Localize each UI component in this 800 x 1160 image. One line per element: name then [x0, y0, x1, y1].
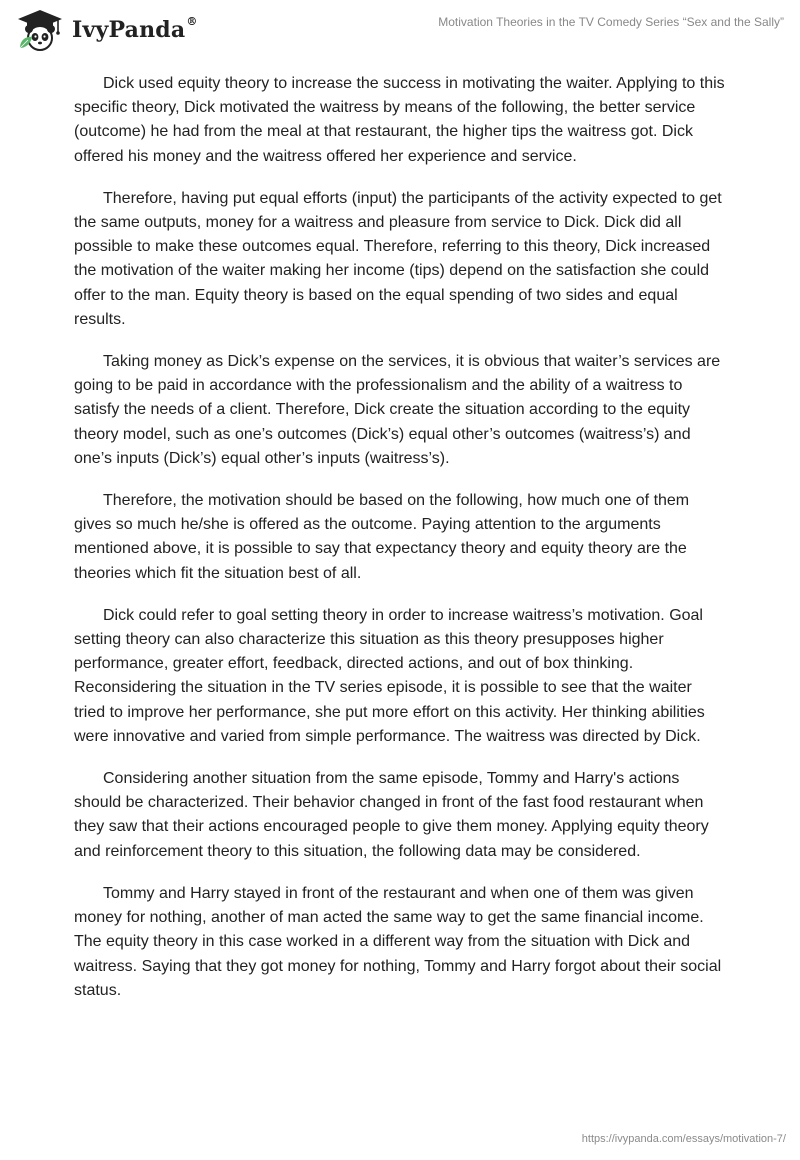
essay-body	[74, 72, 726, 1021]
page-header	[0, 0, 800, 60]
paragraph: Considering another situation from the same episode, Tommy and Harry's actions should be characterized. Their behavior changed in front of the fast food restaurant when they saw that their actions encouraged people to give them money. Applying equity theory and reinforcement theory to this situation, the following data may be considered.	[74, 770, 709, 860]
paragraph: Tommy and Harry stayed in front of the restaurant and when one of them was given money for nothing, another of man acted the same way to get the same financial income. The equity theory in this case worked in a different way from the situation with Dick and waitress. Saying that they got money for nothing, Tommy and Harry forgot about their social status.	[74, 884, 722, 999]
ivypanda-logo[interactable]	[14, 8, 198, 52]
panda-graduation-cap-icon	[14, 8, 66, 52]
document-title: Motivation Theories in the TV Comedy Series “Sex and the Sally”	[438, 15, 784, 29]
paragraph: Dick used equity theory to increase the success in motivating the waiter. Applying to this specific theory, Dick motivated the waitress by means of the following, the better service (outcome) he had from the meal at that restaurant, the higher tips the waitress got. Dick offered his money and the waitress offered her experience and service.	[74, 75, 725, 165]
paragraph: Therefore, having put equal efforts (input) the participants of the activity expected to get the same outputs, money for a waitress and pleasure from service to Dick. Dick did all possible to make these outcomes equal. Therefore, referring to this theory, Dick increased the motivation of the waiter making her income (tips) depend on the satisfaction she could offer to the man. Equity theory is based on the equal spending of two sides and equal results.	[74, 189, 722, 328]
brand-name: IvyPanda®	[72, 14, 198, 43]
source-url[interactable]: https://ivypanda.com/essays/motivation-7/	[581, 1133, 786, 1145]
paragraph: Dick could refer to goal setting theory in order to increase waitress’s motivation. Goal setting theory can also characterize this situation as this theory presupposes higher performance, greater effort, feedback, directed actions, and out of box thinking. Reconsidering the situation in the TV series episode, it is possible to see that the waiter tried to improve her performance, she put more effort on this activity. Her thinking abilities were innovative and varied from simple performance. The waitress was directed by Dick.	[74, 606, 705, 745]
registered-mark: ®	[186, 14, 198, 28]
paragraph: Therefore, the motivation should be based on the following, how much one of them gives so much he/she is offered as the outcome. Paying attention to the arguments mentioned above, it is possible to say that expectancy theory and equity theory are the theories which fit the situation best of all.	[74, 492, 690, 582]
paragraph: Taking money as Dick’s expense on the services, it is obvious that waiter’s services are going to be paid in accordance with the professionalism and the ability of a waitress to satisfy the needs of a client. Therefore, Dick create the situation according to the equity theory model, such as one’s outcomes (Dick’s) equal other’s outcomes (waitress’s) and one’s inputs (Dick’s) equal other’s inputs (waitress’s).	[74, 353, 721, 467]
